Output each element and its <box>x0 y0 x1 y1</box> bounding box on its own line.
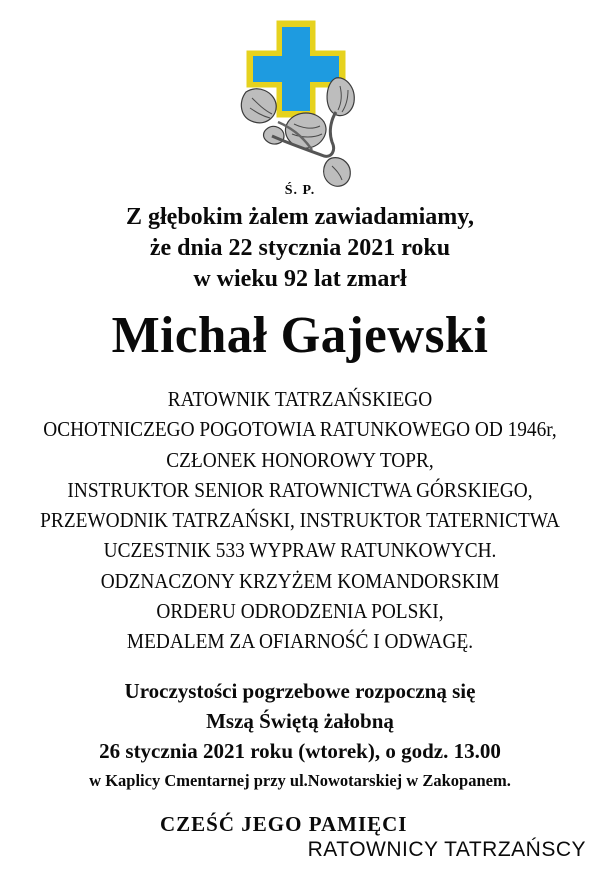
deceased-name: Michał Gajewski <box>111 307 489 364</box>
title-line: MEDALEM ZA OFIARNOŚĆ I ODWAGĘ. <box>126 629 474 654</box>
intro-line: Z głębokim żalem zawiadamiamy, <box>126 204 474 230</box>
title-line: OCHOTNICZEGO POGOTOWIA RATUNKOWEGO OD 1946r, <box>43 417 557 442</box>
funeral-info <box>0 676 600 796</box>
funeral-line: Mszą Świętą żałobną <box>206 709 394 733</box>
initials-sp: Ś. P. <box>284 183 316 198</box>
title-line: ORDERU ODRODZENIA POLSKI, <box>156 599 444 624</box>
title-line: UCZESTNIK 533 WYPRAW RATUNKOWYCH. <box>103 538 497 563</box>
closing-phrase: CZEŚĆ JEGO PAMIĘCI <box>160 812 408 836</box>
intro-line: że dnia 22 stycznia 2021 roku <box>149 235 451 261</box>
funeral-line: 26 stycznia 2021 roku (wtorek), o godz. 13.00 <box>99 739 501 763</box>
funeral-line: Uroczystości pogrzebowe rozpoczną się <box>124 679 476 703</box>
title-line: PRZEWODNIK TATRZAŃSKI, INSTRUKTOR TATERNICTWA <box>40 508 560 533</box>
deceased-titles <box>24 384 576 657</box>
title-line: RATOWNIK TATRZAŃSKIEGO <box>167 387 433 411</box>
title-line: ODZNACZONY KRZYŻEM KOMANDORSKIM <box>100 568 500 593</box>
title-line: INSTRUKTOR SENIOR RATOWNICTWA GÓRSKIEGO, <box>67 477 533 502</box>
cross-with-dwarf-pine-emblem <box>232 18 372 198</box>
signature: RATOWNICY TATRZAŃSCY <box>307 838 586 861</box>
title-line: CZŁONEK HONOROWY TOPR, <box>166 447 434 472</box>
funeral-line: w Kaplicy Cmentarnej przy ul.Nowotarskiej w Zakopanem. <box>89 771 511 790</box>
intro-line: w wieku 92 lat zmarł <box>193 266 407 292</box>
announcement-intro <box>0 202 600 295</box>
